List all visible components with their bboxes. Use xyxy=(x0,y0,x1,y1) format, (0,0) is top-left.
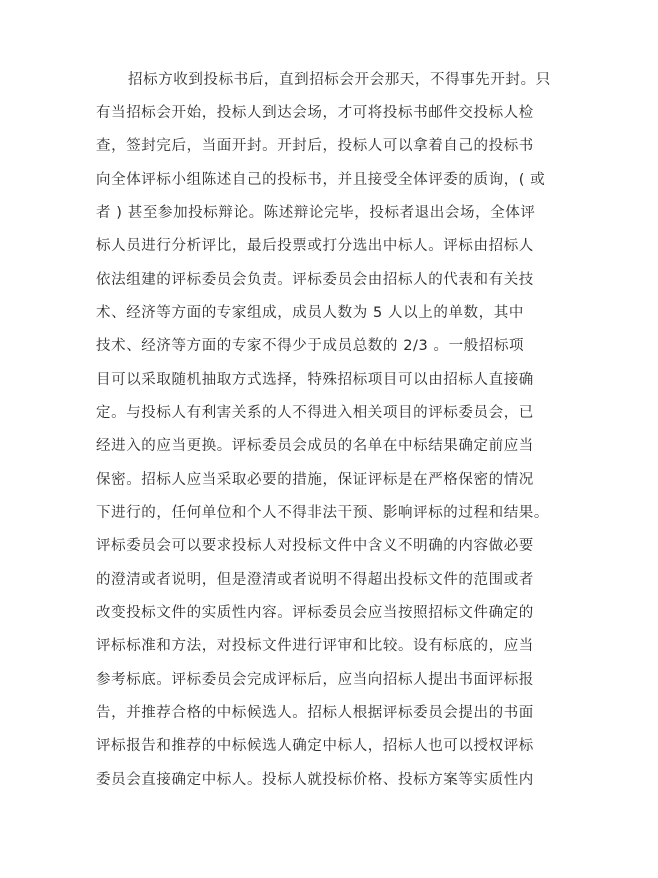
paragraph-line-18: 评标标准和方法，对投标文件进行评审和比较。设有标底的，应当 xyxy=(96,638,534,654)
paragraph-line-21: 评标报告和推荐的中标候选人确定中标人，招标人也可以授权评标 xyxy=(96,738,534,754)
paragraph-line-14: 下进行的，任何单位和个人不得非法干预、影响评标的过程和结果。 xyxy=(96,505,549,521)
paragraph-line-3: 查，签封完后，当面开封。开封后，投标人可以拿着自己的投标书 xyxy=(96,138,534,154)
paragraph-line-12: 经进入的应当更换。评标委员会成员的名单在中标结果确定前应当 xyxy=(96,438,534,454)
paragraph-line-9: 技术、经济等方面的专家不得少于成员总数的 2/3 。一般招标项 xyxy=(96,338,525,354)
paragraph-line-20: 告，并推荐合格的中标候选人。招标人根据评标委员会提出的书面 xyxy=(96,705,534,721)
paragraph-line-17: 改变投标文件的实质性内容。评标委员会应当按照招标文件确定的 xyxy=(96,605,534,621)
paragraph-line-22: 委员会直接确定中标人。投标人就投标价格、投标方案等实质性内 xyxy=(96,772,534,788)
paragraph-line-19: 参考标底。评标委员会完成评标后，应当向招标人提出书面评标报 xyxy=(96,672,534,688)
paragraph-line-6: 标人员进行分析评比，最后投票或打分选出中标人。评标由招标人 xyxy=(96,238,534,254)
paragraph-line-5: 者 ) 甚至参加投标辩论。陈述辩论完毕，投标者退出会场，全体评 xyxy=(96,205,536,221)
paragraph-line-2: 有当招标会开始，投标人到达会场，才可将投标书邮件交投标人检 xyxy=(96,105,534,121)
paragraph-line-16: 的澄清或者说明，但是澄清或者说明不得超出投标文件的范围或者 xyxy=(96,572,534,588)
paragraph-line-4: 向全体评标小组陈述自己的投标书，并且接受全体评委的质询，( 或 xyxy=(96,172,546,188)
paragraph-line-11: 定。与投标人有利害关系的人不得进入相关项目的评标委员会，已 xyxy=(96,405,534,421)
paragraph-line-13: 保密。招标人应当采取必要的措施，保证评标是在严格保密的情况 xyxy=(96,472,534,488)
paragraph-line-10: 目可以采取随机抽取方式选择，特殊招标项目可以由招标人直接确 xyxy=(96,372,534,388)
paragraph-line-15: 评标委员会可以要求投标人对投标文件中含义不明确的内容做必要 xyxy=(96,538,534,554)
paragraph-line-7: 依法组建的评标委员会负责。评标委员会由招标人的代表和有关技 xyxy=(96,272,534,288)
paragraph-line-1: 招标方收到投标书后，直到招标会开会那天，不得事先开封。只 xyxy=(128,72,551,88)
paragraph-line-8: 术、经济等方面的专家组成，成员人数为 5 人以上的单数，其中 xyxy=(96,305,524,321)
